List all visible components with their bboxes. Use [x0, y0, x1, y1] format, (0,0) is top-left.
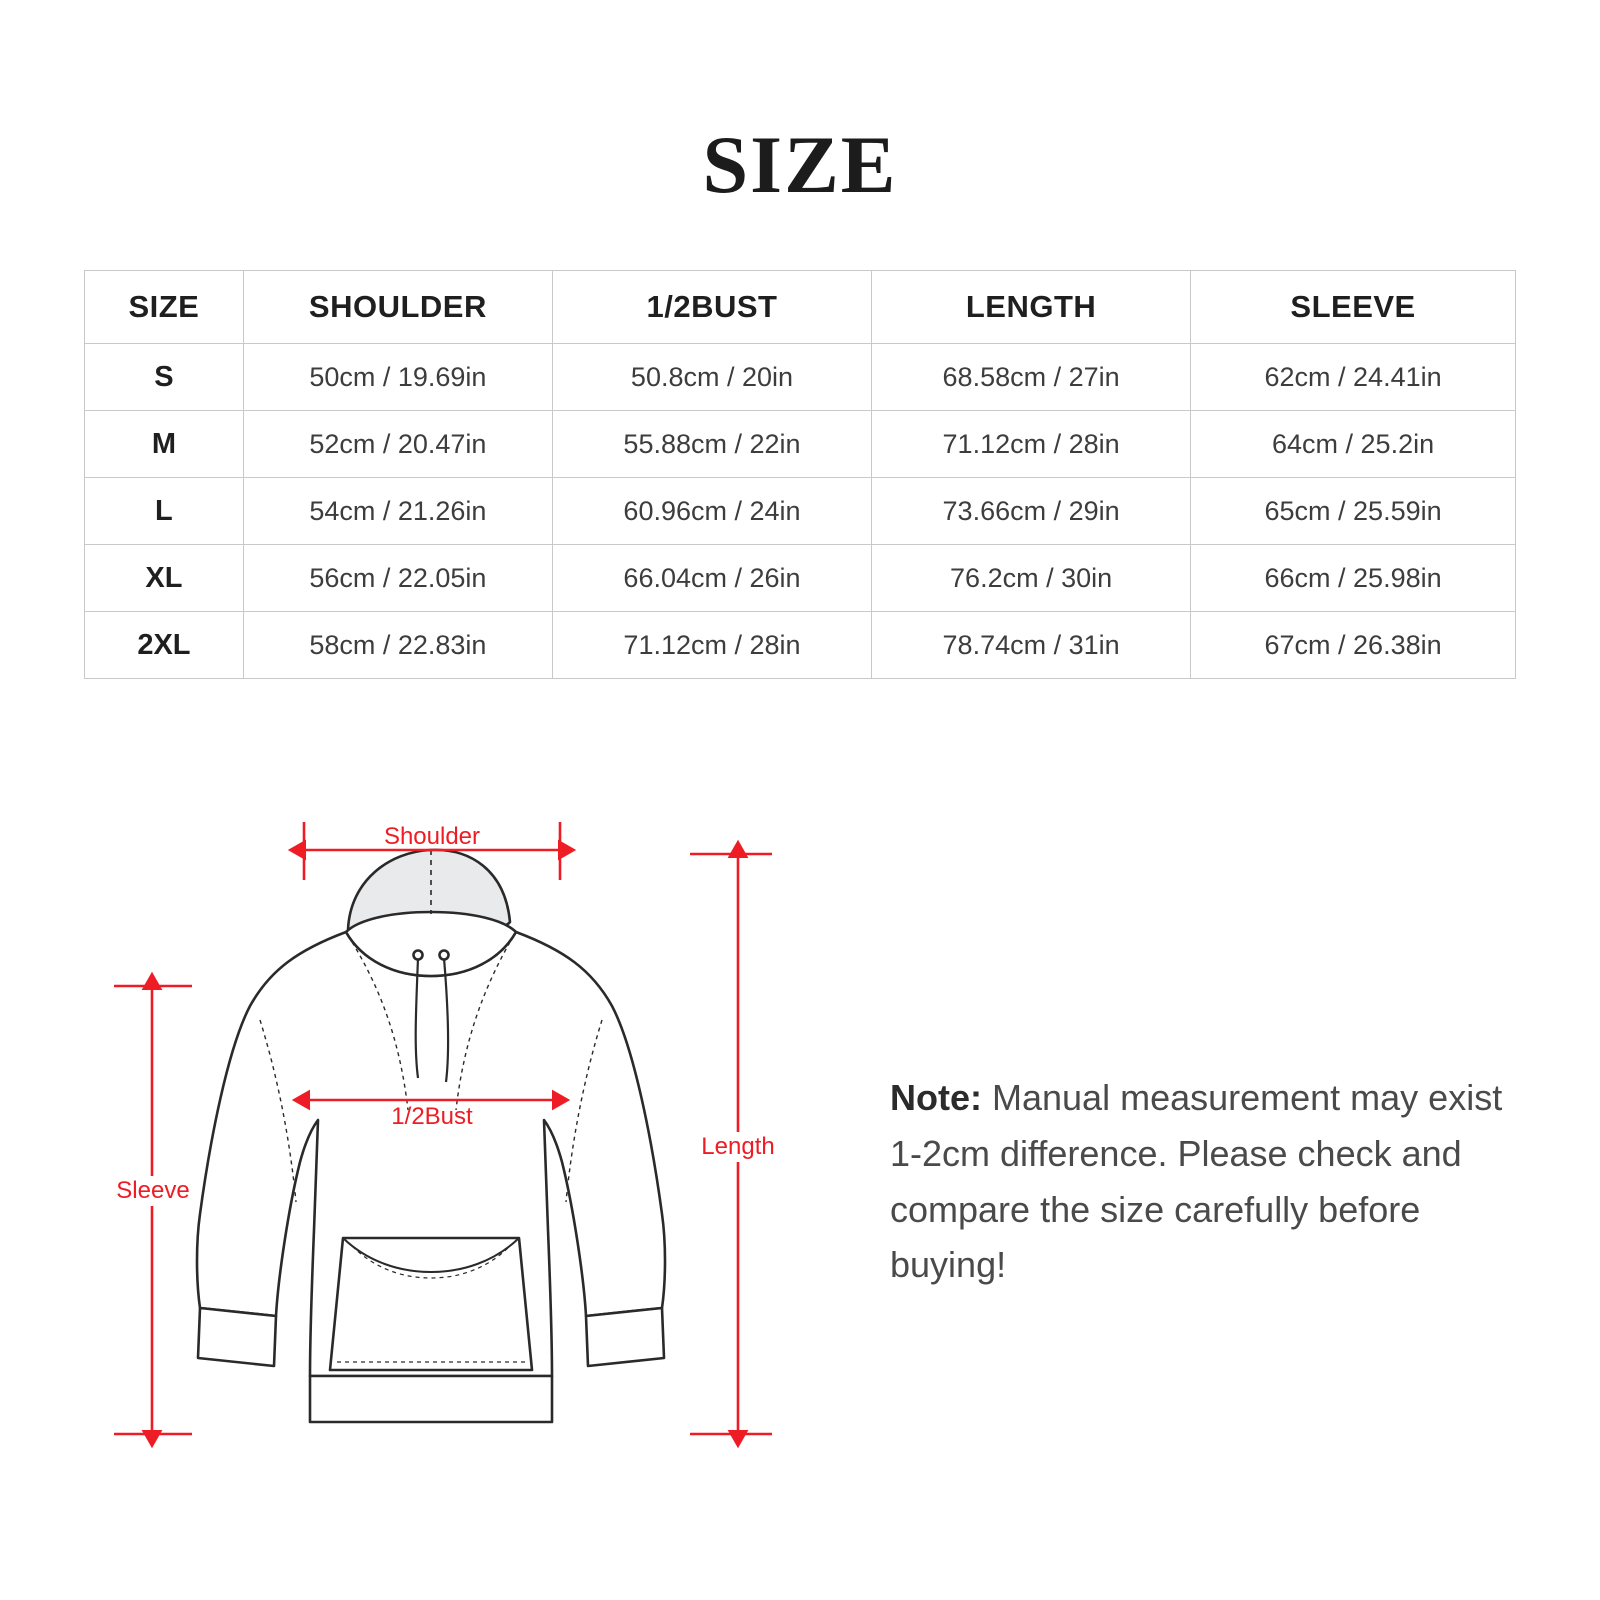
column-header-shoulder: SHOULDER [243, 271, 552, 344]
column-header-bust: 1/2BUST [552, 271, 871, 344]
cell-length: 78.74cm / 31in [872, 612, 1191, 679]
table-row [85, 478, 1516, 545]
hoodie-illustration [197, 850, 665, 1422]
cell-sleeve: 65cm / 25.59in [1191, 478, 1516, 545]
cell-shoulder: 50cm / 19.69in [243, 344, 552, 411]
bust-label: 1/2Bust [391, 1103, 473, 1130]
cell-bust: 55.88cm / 22in [552, 411, 871, 478]
size-table-container [84, 270, 1516, 679]
cell-bust: 50.8cm / 20in [552, 344, 871, 411]
cell-bust: 71.12cm / 28in [552, 612, 871, 679]
sleeve-label: Sleeve [116, 1177, 190, 1204]
note-block [890, 1070, 1510, 1293]
column-header-size: SIZE [85, 271, 244, 344]
table-row [85, 411, 1516, 478]
cell-length: 68.58cm / 27in [872, 344, 1191, 411]
cell-shoulder: 54cm / 21.26in [243, 478, 552, 545]
cell-size: L [85, 478, 244, 545]
page-title: SIZE [702, 119, 898, 210]
cell-bust: 66.04cm / 26in [552, 545, 871, 612]
column-header-sleeve: SLEEVE [1191, 271, 1516, 344]
measurement-diagram [100, 810, 860, 1510]
table-row [85, 612, 1516, 679]
note-text: Manual measurement may exist 1-2cm difference. Please check and compare the size carefully before buying! [890, 1077, 1503, 1286]
cell-size: 2XL [85, 612, 244, 679]
size-table [84, 270, 1516, 679]
table-row [85, 545, 1516, 612]
cell-size: XL [85, 545, 244, 612]
cell-bust: 60.96cm / 24in [552, 478, 871, 545]
table-header-row [85, 271, 1516, 344]
cell-size: M [85, 411, 244, 478]
cell-sleeve: 64cm / 25.2in [1191, 411, 1516, 478]
sleeve-measure-arrow [114, 986, 192, 1434]
length-label-text: Length [701, 1133, 775, 1160]
cell-sleeve: 62cm / 24.41in [1191, 344, 1516, 411]
cell-shoulder: 56cm / 22.05in [243, 545, 552, 612]
note-label: Note: [890, 1077, 982, 1118]
column-header-length: LENGTH [872, 271, 1191, 344]
cell-shoulder: 58cm / 22.83in [243, 612, 552, 679]
cell-sleeve: 66cm / 25.98in [1191, 545, 1516, 612]
cell-size: S [85, 344, 244, 411]
cell-sleeve: 67cm / 26.38in [1191, 612, 1516, 679]
cell-length: 76.2cm / 30in [872, 545, 1191, 612]
shoulder-label: Shoulder [383, 823, 481, 850]
cell-length: 73.66cm / 29in [872, 478, 1191, 545]
cell-shoulder: 52cm / 20.47in [243, 411, 552, 478]
cell-length: 71.12cm / 28in [872, 411, 1191, 478]
table-row [85, 344, 1516, 411]
